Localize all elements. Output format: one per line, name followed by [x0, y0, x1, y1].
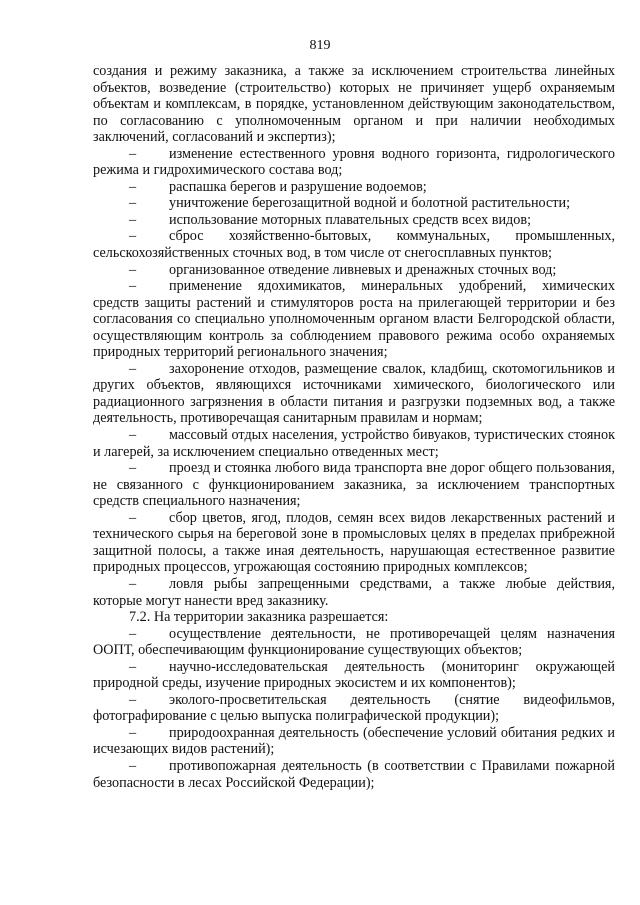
list-item-text: захоронение отходов, размещение свалок, кладбищ, скотомогильников и других объектов, являющихся источниками химического, биологического или радиационного загрязнения в области питания и разгрузки подземных вод, а также деятельность, противоречащая санитарным правилам и нормам; — [93, 360, 615, 427]
dash-marker: – — [129, 460, 137, 477]
list-item-text: изменение естественного уровня водного горизонта, гидрологического режима и гидрохимического состава вод; — [93, 145, 615, 179]
list-item — [93, 692, 615, 725]
dash-marker: – — [129, 757, 137, 774]
dash-marker: – — [129, 278, 137, 295]
list-item-text: проезд и стоянка любого вида транспорта вне дорог общего пользования, не связанного с функционированием заказника, за исключением транспортных средств специального назначения; — [93, 460, 615, 510]
list-item — [93, 725, 615, 758]
dash-marker: – — [129, 658, 137, 675]
dash-marker: – — [129, 691, 137, 708]
list-item-text: научно-исследовательская деятельность (мониторинг окружающей природной среды, изучение природных экосистем и их компонентов); — [93, 658, 615, 692]
continuation-paragraph: создания и режиму заказника, а также за исключением строительства линейных объектов, возведение (строительство) которых не причиняет ущерб охраняемым объектам и комплексам, в порядке, установленном действующим законодательством, по согласованию с уполномоченным органом и при наличии необходимых заключений, согласований и экспертиз); — [93, 63, 615, 146]
page-number: 819 — [309, 38, 331, 53]
list-item — [93, 195, 615, 212]
list-item — [93, 361, 615, 427]
list-item — [93, 262, 615, 279]
dash-marker: – — [129, 261, 137, 278]
list-item — [93, 278, 615, 361]
list-item-text: ловля рыбы запрещенными средствами, а также любые действия, которые могут нанести вред заказнику. — [93, 575, 615, 609]
dash-marker: – — [129, 178, 137, 195]
list-item-text: использование моторных плавательных средств всех видов; — [169, 211, 532, 228]
list-item-text: распашка берегов и разрушение водоемов; — [169, 178, 427, 195]
list-item-text: массовый отдых населения, устройство бивуаков, туристических стоянок и лагерей, за исключением специально отведенных мест; — [93, 427, 615, 460]
list-item-text: применение ядохимикатов, минеральных удобрений, химических средств защиты растений и стимуляторов роста на прилегающей территории и без согласования со специально уполномоченным органом власти Белгородской области, осуществляющим контроль за соблюдением правового режима особо охраняемых природных территорий регионального значения; — [93, 278, 615, 361]
dash-marker: – — [129, 145, 137, 162]
list-item — [93, 427, 615, 460]
list-item-text: сброс хозяйственно-бытовых, коммунальных, промышленных, сельскохозяйственных сточных вод, в том числе от снегосплавных пунктов; — [93, 228, 615, 262]
list-item-text: осуществление деятельности, не противоречащей целям назначения ООПТ, обеспечивающим функционирование существующих объектов; — [93, 625, 615, 659]
list-item — [93, 228, 615, 261]
dash-marker: – — [129, 509, 137, 526]
dash-marker: – — [129, 195, 137, 212]
list-item-text: природоохранная деятельность (обеспечение условий обитания редких и исчезающих видов растений); — [93, 724, 615, 758]
list-item — [93, 460, 615, 510]
list-item — [93, 659, 615, 692]
list-item-text: противопожарная деятельность (в соответствии с Правилами пожарной безопасности в лесах Российской Федерации); — [93, 757, 615, 791]
list-item — [93, 758, 615, 791]
list-item — [93, 626, 615, 659]
dash-marker: – — [129, 228, 137, 245]
section-heading: 7.2. На территории заказника разрешается: — [129, 609, 389, 626]
list-item — [93, 576, 615, 609]
dash-marker: – — [129, 724, 137, 741]
dash-marker: – — [129, 575, 137, 592]
list-item-text: эколого-просветительская деятельность (снятие видеофильмов, фотографирование с целью выпуска полиграфической продукции); — [93, 691, 615, 725]
list-item — [93, 212, 615, 229]
dash-marker: – — [129, 360, 137, 377]
list-item — [93, 510, 615, 576]
document-body — [93, 63, 615, 791]
dash-marker: – — [129, 427, 137, 444]
list-item — [93, 146, 615, 179]
prohibited-activities-list — [93, 146, 615, 609]
allowed-activities-list — [93, 626, 615, 791]
list-item-text: уничтожение берегозащитной водной и болотной растительности; — [169, 195, 571, 212]
dash-marker: – — [129, 625, 137, 642]
list-item-text: сбор цветов, ягод, плодов, семян всех видов лекарственных растений и технического сырья на береговой зоне в промысловых целях в пределах прибрежной защитной полосы, а также иная деятельность, нарушающая естественное развитие природных процессов, угрожающая состоянию природных комплексов; — [93, 509, 615, 576]
list-item-text: организованное отведение ливневых и дренажных сточных вод; — [169, 261, 557, 278]
dash-marker: – — [129, 211, 137, 228]
list-item — [93, 179, 615, 196]
